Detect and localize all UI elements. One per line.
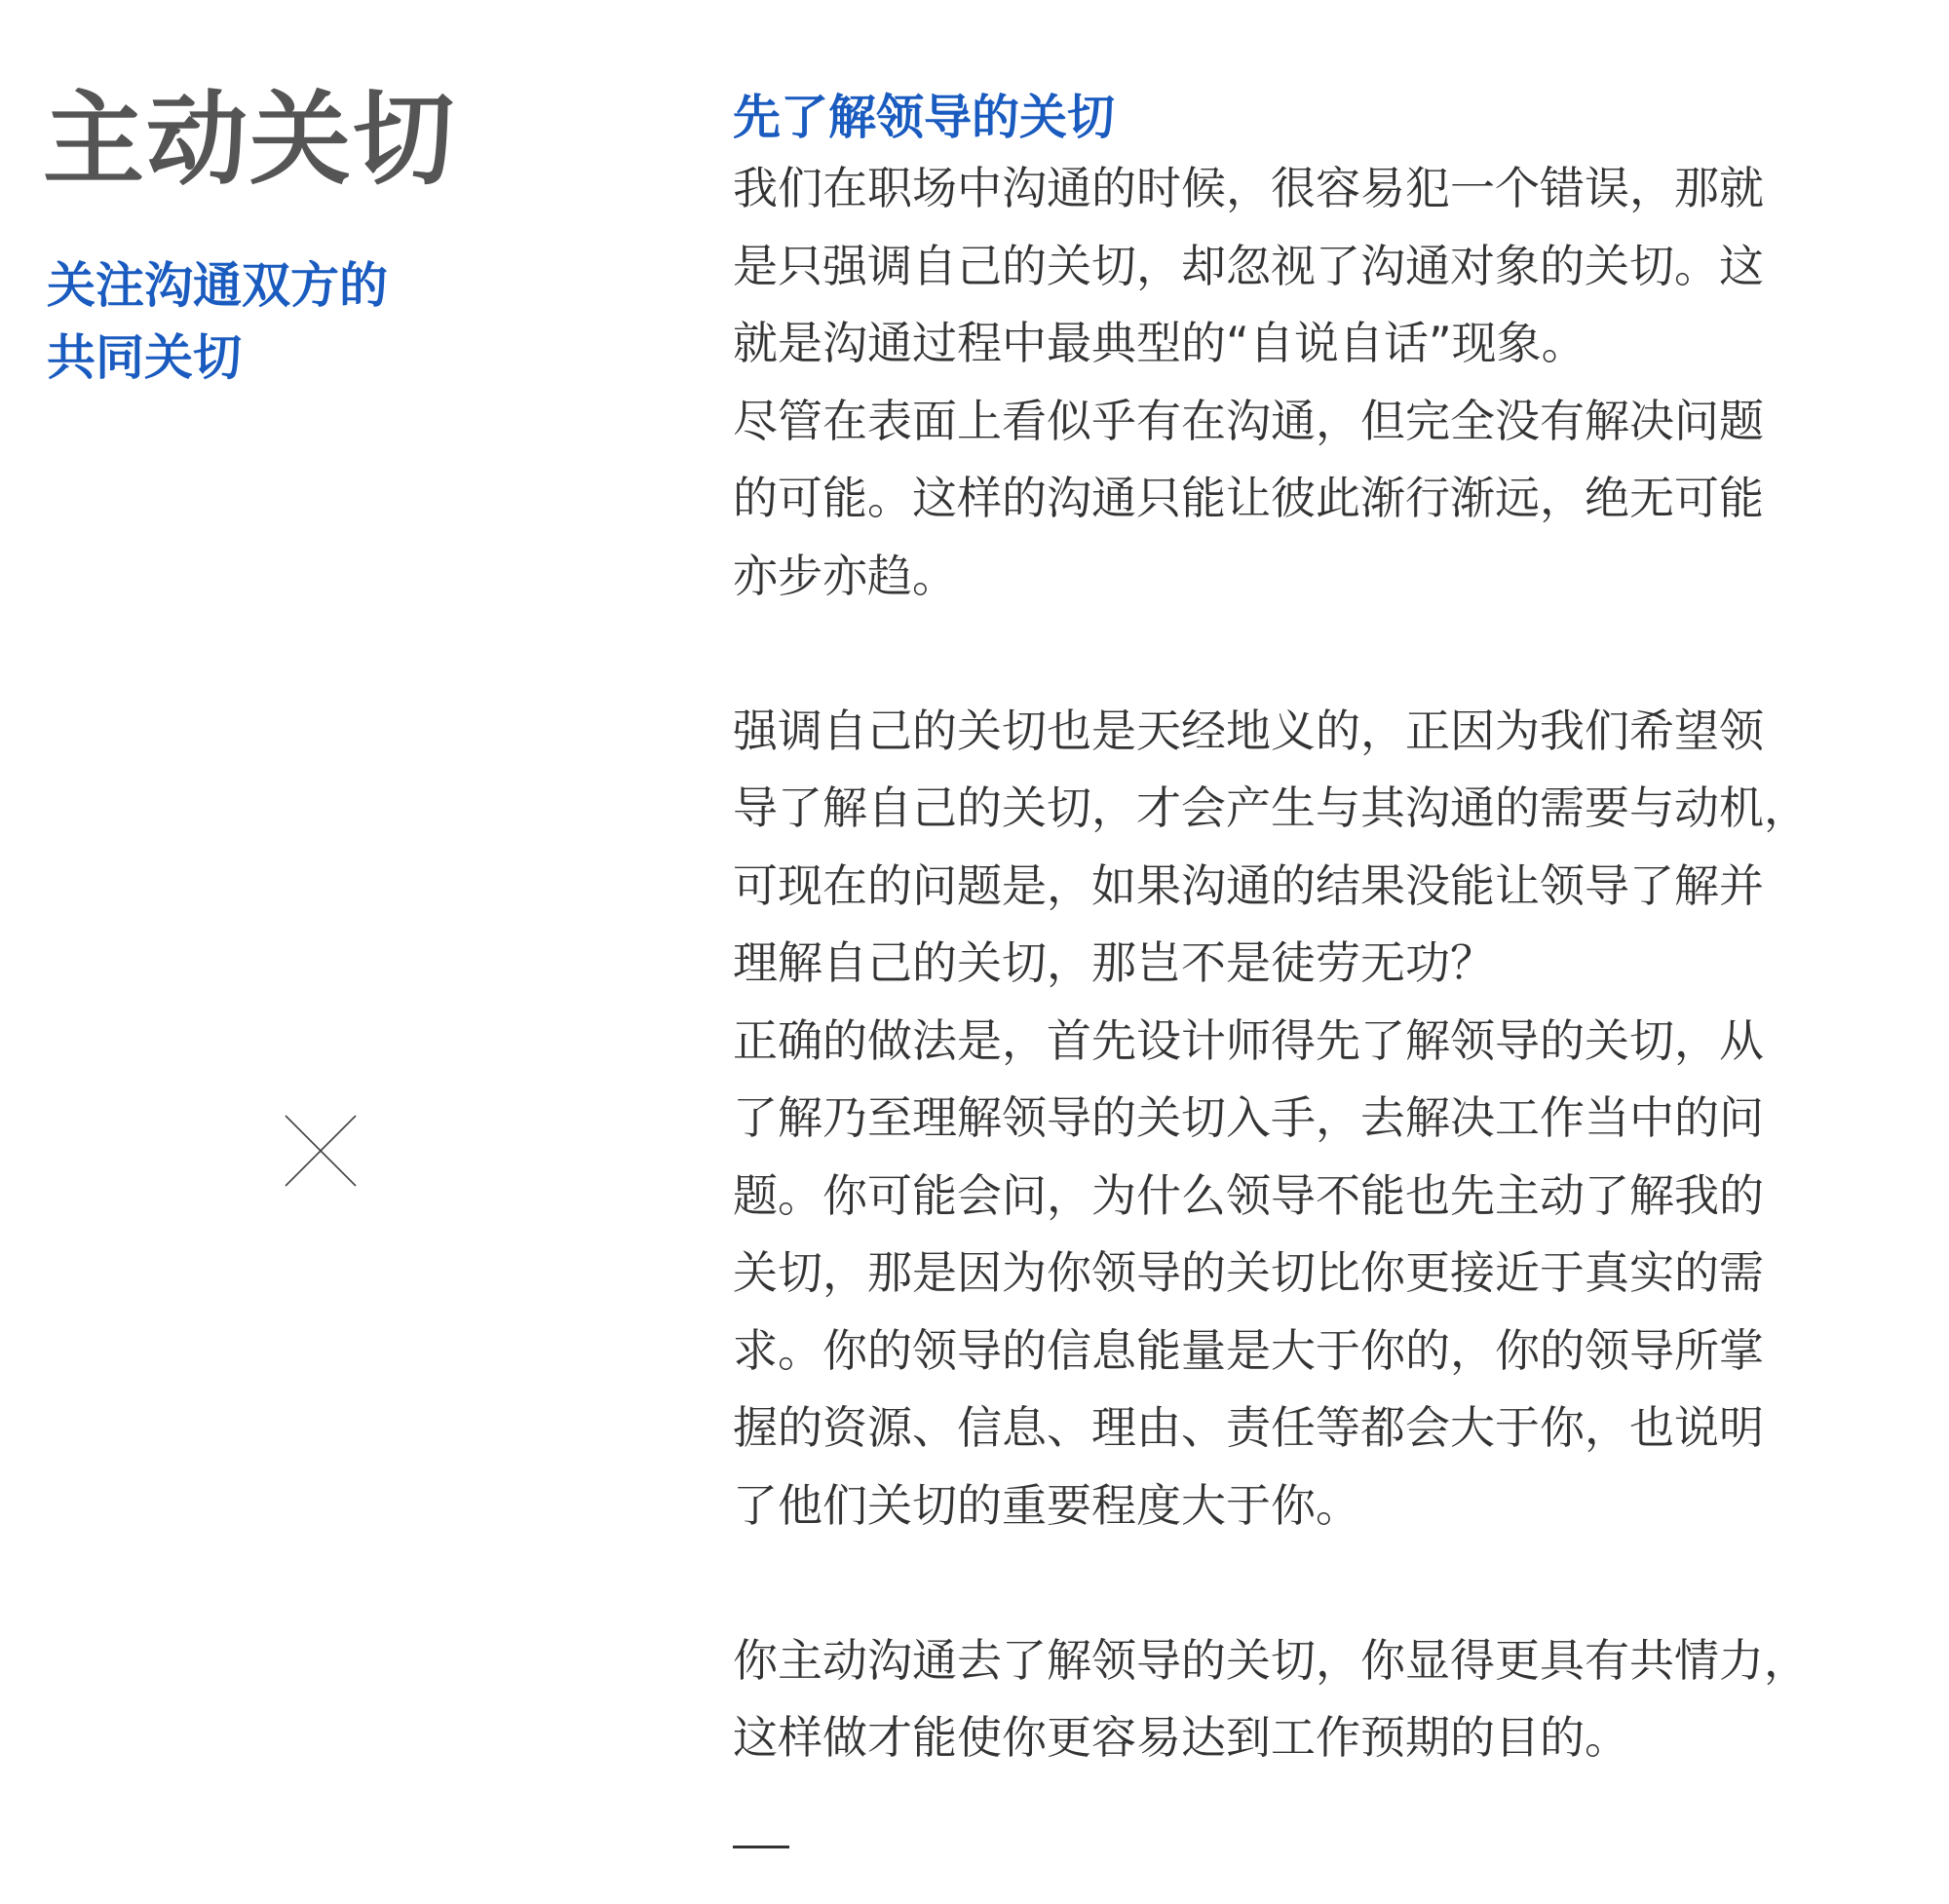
page-subtitle [47,249,388,394]
text-line: 导了解自己的关切，才会产生与其沟通的需要与动机， [733,781,1809,834]
text-line: 的可能。这样的沟通只能让彼此渐行渐远，绝无可能 [733,472,1764,524]
text-line: 正确的做法是，首先设计师得先了解领导的关切，从 [733,1013,1764,1067]
page-title: 主动关切 [43,80,457,199]
text-line: 可现在的问题是，如果沟通的结果没能让领导了解并 [733,858,1764,912]
paragraph [733,150,1931,383]
paragraph [733,1622,1931,1777]
text-line: 理解自己的关切，那岂不是徒劳无功？ [733,936,1495,989]
text-line: 了解乃至理解领导的关切入手，去解决工作当中的问 [733,1091,1764,1144]
text-line: 尽管在表面上看似乎有在沟通，但完全没有解决问题 [733,394,1764,447]
text-line: 了他们关切的重要程度大于你。 [733,1478,1360,1532]
text-line: 关切，那是因为你领导的关切比你更接近于真实的需 [733,1246,1764,1299]
text-line: 强调自己的关切也是天经地义的，正因为我们希望领 [733,704,1764,757]
paragraph-gap [733,615,1931,693]
text-line: 我们在职场中沟通的时候，很容易犯一个错误，那就 [733,162,1764,214]
end-dash [733,1846,789,1848]
paragraph-gap [733,1544,1931,1622]
subtitle-line: 关注沟通双方的 [47,257,388,314]
text-line: 题。你可能会问，为什么领导不能也先主动了解我的 [733,1168,1764,1222]
article-body [733,86,1931,1848]
text-line: 你主动沟通去了解领导的关切，你显得更具有共情力， [733,1633,1809,1687]
paragraph [733,1003,1931,1545]
text-line: 求。你的领导的信息能量是大于你的，你的领导所掌 [733,1323,1764,1377]
text-line: 是只强调自己的关切，却忽视了沟通对象的关切。这 [733,239,1764,292]
text-line: 就是沟通过程中最典型的“自说自话”现象。 [733,317,1586,369]
section-heading: 先了解领导的关切 [733,90,1116,145]
text-line: 亦步亦趋。 [733,549,957,602]
close-icon [285,1115,357,1187]
subtitle-line: 共同关切 [47,329,242,386]
text-line: 这样做才能使你更容易达到工作预期的目的。 [733,1711,1629,1764]
text-line: 握的资源、信息、理由、责任等都会大于你，也说明 [733,1401,1764,1454]
paragraph [733,693,1931,1003]
paragraph [733,383,1931,616]
